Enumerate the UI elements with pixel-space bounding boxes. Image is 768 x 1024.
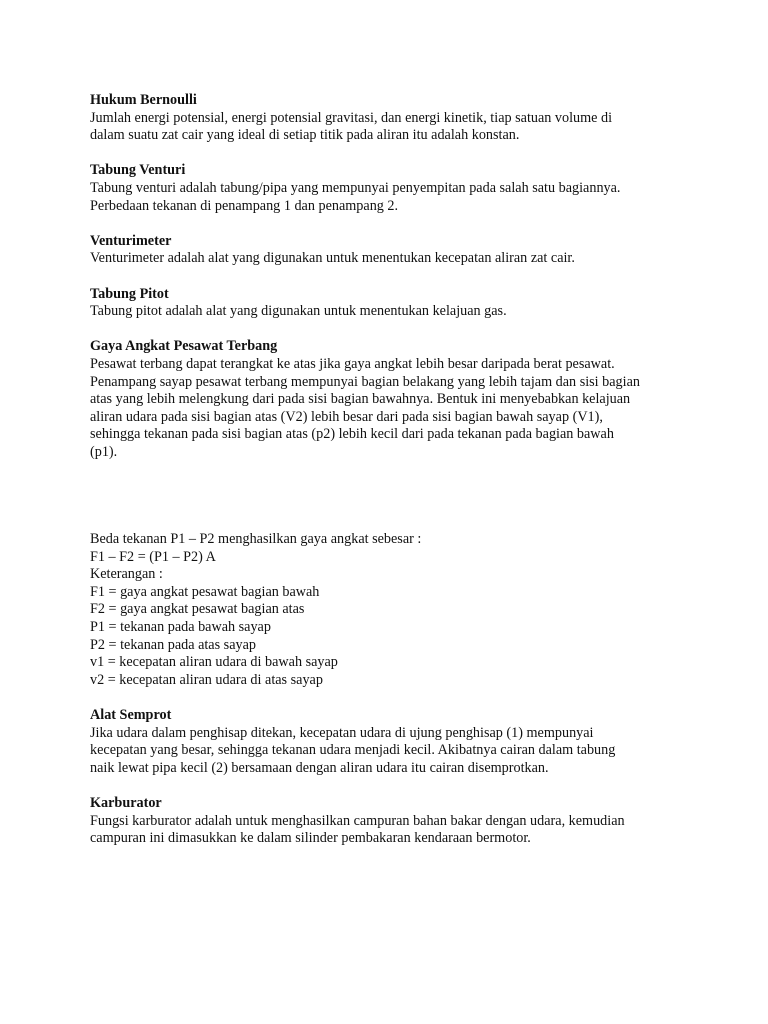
- paragraph-line: Penampang sayap pesawat terbang mempunyai bagian belakang yang lebih tajam dan sisi bagian: [90, 373, 640, 390]
- formula-line: Beda tekanan P1 – P2 menghasilkan gaya angkat sebesar :: [90, 531, 422, 548]
- section-heading: Tabung Venturi: [90, 162, 186, 179]
- paragraph-line: Tabung venturi adalah tabung/pipa yang mempunyai penyempitan pada salah satu bagiannya.: [90, 179, 621, 196]
- paragraph-line: Fungsi karburator adalah untuk menghasilkan campuran bahan bakar dengan udara, kemudian: [90, 812, 625, 829]
- formula-line: v1 = kecepatan aliran udara di bawah sayap: [90, 654, 338, 671]
- paragraph-line: Perbedaan tekanan di penampang 1 dan penampang 2.: [90, 197, 399, 214]
- formula-line: F1 = gaya angkat pesawat bagian bawah: [90, 583, 320, 600]
- formula-line: v2 = kecepatan aliran udara di atas sayap: [90, 671, 323, 688]
- blank-space: [90, 479, 690, 531]
- paragraph-line: Jumlah energi potensial, energi potensial gravitasi, dan energi kinetik, tiap satuan volume di: [90, 109, 613, 126]
- section-heading: Gaya Angkat Pesawat Terbang: [90, 338, 278, 355]
- section-tabung-venturi: [90, 162, 690, 215]
- section-heading: Venturimeter: [90, 232, 172, 249]
- section-venturimeter: [90, 233, 690, 268]
- section-alat-semprot: [90, 707, 690, 777]
- paragraph-line: sehingga tekanan pada sisi bagian atas (p2) lebih kecil dari pada tekanan pada bagian bawah: [90, 426, 614, 443]
- paragraph-line: kecepatan yang besar, sehingga tekanan udara menjadi kecil. Akibatnya cairan dalam tabung: [90, 742, 616, 759]
- paragraph-line: naik lewat pipa kecil (2) bersamaan dengan aliran udara itu cairan disemprotkan.: [90, 759, 549, 776]
- formula-line: F1 – F2 = (P1 – P2) A: [90, 548, 216, 565]
- paragraph-line: (p1).: [90, 443, 118, 460]
- paragraph-line: dalam suatu zat cair yang ideal di setiap titik pada aliran itu adalah konstan.: [90, 127, 520, 144]
- section-karburator: [90, 795, 690, 848]
- formula-line: P1 = tekanan pada bawah sayap: [90, 619, 271, 636]
- paragraph-line: atas yang lebih melengkung dari pada sisi bagian bawahnya. Bentuk ini menyebabkan kelajuan: [90, 391, 631, 408]
- section-gaya-angkat: [90, 338, 690, 461]
- formula-line: P2 = tekanan pada atas sayap: [90, 636, 256, 653]
- formula-line: Keterangan :: [90, 566, 163, 583]
- section-heading: Tabung Pitot: [90, 285, 169, 302]
- section-heading: Alat Semprot: [90, 707, 172, 723]
- document-page: [90, 92, 690, 865]
- formula-block: [90, 531, 690, 689]
- paragraph-line: Jika udara dalam penghisap ditekan, kecepatan udara di ujung penghisap (1) mempunyai: [90, 724, 594, 741]
- paragraph-line: Tabung pitot adalah alat yang digunakan untuk menentukan kelajuan gas.: [90, 303, 507, 320]
- paragraph-line: campuran ini dimasukkan ke dalam silinder pembakaran kendaraan bermotor.: [90, 830, 531, 847]
- section-hukum-bernoulli: [90, 92, 690, 145]
- formula-line: F2 = gaya angkat pesawat bagian atas: [90, 601, 305, 618]
- paragraph-line: Venturimeter adalah alat yang digunakan untuk menentukan kecepatan aliran zat cair.: [90, 250, 575, 267]
- section-tabung-pitot: [90, 286, 690, 321]
- section-heading: Karburator: [90, 794, 162, 811]
- section-heading: Hukum Bernoulli: [90, 92, 197, 108]
- paragraph-line: Pesawat terbang dapat terangkat ke atas jika gaya angkat lebih besar daripada berat pesawat.: [90, 355, 615, 372]
- paragraph-line: aliran udara pada sisi bagian atas (V2) lebih besar dari pada sisi bagian bawah sayap (V1),: [90, 408, 603, 425]
